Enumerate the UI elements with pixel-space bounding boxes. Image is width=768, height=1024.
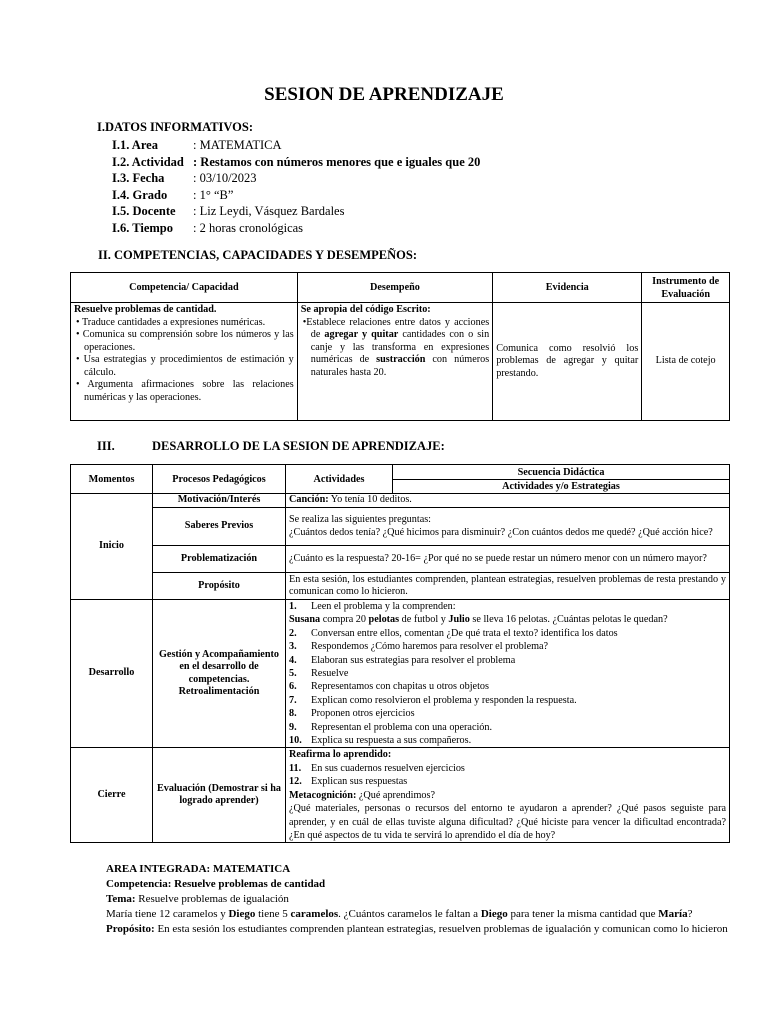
step-item: 8. Proponen otros ejercicios (289, 708, 415, 720)
desempeno-title: Se apropia del código Escrito: (300, 304, 431, 315)
competencia-cell (71, 303, 298, 421)
proceso-evaluacion: Evaluación (Demostrar si ha logrado aprender) (153, 748, 286, 843)
desempeno-text: •Establece relaciones entre datos y acciones de agregar y quitar cantidades con o sin canje y las transforma en expresiones numéricas de sustracción con números naturales hasta 20. (302, 316, 490, 378)
capacidad-item: • Usa estrategias y procedimientos de estimación y cálculo. (76, 354, 294, 378)
step-item: 12. Explican sus respuestas (289, 776, 408, 788)
step-item: 7. Explican como resolvieron el problema y responden la respuesta. (289, 694, 577, 706)
desarrollo-heading: DESARROLLO DE LA SESION DE APRENDIZAJE: (152, 439, 445, 453)
momento-inicio: Inicio (71, 494, 153, 600)
header-instrumento: Instrumento de Evaluación (642, 273, 730, 303)
capacidad-item: • Traduce cantidades a expresiones numéricas. (76, 316, 266, 328)
momento-cierre: Cierre (71, 748, 153, 843)
dato-key: I.5. Docente (112, 204, 176, 218)
dato-value: : Liz Leydi, Vásquez Bardales (193, 204, 345, 218)
step-item: 9. Representan el problema con una operación. (289, 721, 493, 733)
proceso-saberes: Saberes Previos (153, 508, 286, 546)
capacidad-item: • Comunica su comprensión sobre los números y las operaciones. (76, 329, 294, 353)
proceso-proposito: Propósito (153, 573, 286, 600)
dato-key: I.2. Actividad (112, 154, 184, 169)
header-actividades: Actividades (286, 465, 393, 494)
competencia-title: Resuelve problemas de cantidad. (74, 304, 217, 315)
dato-key: I.6. Tiempo (112, 220, 174, 235)
header-procesos: Procesos Pedagógicos (153, 465, 286, 494)
cierre-steps (289, 762, 726, 789)
step-item: 3. Respondemos ¿Cómo haremos para resolver el problema? (289, 641, 549, 653)
step-item: 2. Conversan entre ellos, comentan ¿De qué trata el texto? identifica los datos (289, 627, 618, 639)
desarrollo-steps (289, 627, 726, 748)
problematizacion-cell: ¿Cuánto es la respuesta? 20-16= ¿Por qué no se puede restar un número menor con un número mayor? (286, 546, 730, 573)
dato-value: : 2 horas cronológicas (193, 220, 304, 235)
sesion-table (70, 464, 730, 843)
header-competencia: Competencia/ Capacidad (71, 273, 298, 303)
area-title: AREA INTEGRADA: MATEMATICA (106, 863, 291, 875)
dato-value: : Restamos con números menores que e iguales que 20 (193, 154, 481, 169)
header-momentos: Momentos (71, 465, 153, 494)
step-item: 4. Elaboran sus estrategias para resolver el problema (289, 654, 516, 666)
step-item: 5. Resuelve (289, 668, 349, 680)
dato-value: : MATEMATICA (193, 138, 282, 152)
desarrollo-heading-number: III. (97, 439, 115, 453)
area-competencia: Competencia: Resuelve problemas de cantidad (106, 878, 326, 890)
competencias-table (70, 272, 730, 421)
desempeno-cell (297, 303, 492, 421)
step-item: 11. En sus cuadernos resuelven ejercicios (289, 762, 465, 774)
momento-desarrollo: Desarrollo (71, 600, 153, 748)
proceso-motivacion: Motivación/Interés (153, 494, 286, 508)
header-secuencia: Secuencia Didáctica (393, 465, 730, 480)
area-tema: Tema: Resuelve problemas de igualación (106, 893, 289, 905)
header-evidencia: Evidencia (493, 273, 642, 303)
motivacion-cell: Canción: Yo tenía 10 deditos. (286, 494, 730, 508)
competencias-heading: II. COMPETENCIAS, CAPACIDADES Y DESEMPEÑOS: (98, 248, 418, 262)
proceso-problematizacion: Problematización (153, 546, 286, 573)
saberes-cell: Se realiza las siguientes preguntas: ¿Cuántos dedos tenía? ¿Qué hicimos para disminuir? ¿Con cuántos dedos me quedé? ¿Qué acción hice? (286, 508, 730, 546)
area-proposito: Propósito: En esta sesión los estudiantes comprenden plantean estrategias, resuelven problemas de igualación y comunican como lo hicieron (106, 923, 728, 935)
proceso-gestion: Gestión y Acompañamiento en el desarrollo de competencias. Retroalimentación (153, 600, 286, 748)
header-desempeno: Desempeño (297, 273, 492, 303)
cierre-cell: Reafirma lo aprendido: 11. En sus cuadernos resuelven ejercicios 12. Explican sus respuestas Metacognición: ¿Qué aprendimos? ¿Qué materiales, personas o recursos del entorno te ayudaron a aprender? ¿Qué pasos seguiste para aprender, y en cuál de ellas tuviste alguna dificultad? ¿Qué hiciste para vencer la dificultad encontrada? ¿En qué aspectos de tu vida te servirá lo aprendido el día de hoy? (286, 748, 730, 843)
dato-value: : 1° “B” (193, 187, 234, 202)
problema-susana: Susana compra 20 pelotas de futbol y Julio se lleva 16 pelotas. ¿Cuántas pelotas le quedan? (289, 614, 668, 626)
instrumento-cell: Lista de cotejo (642, 303, 730, 421)
dato-key: I.3. Fecha (112, 171, 165, 185)
desarrollo-cell: 1. Leen el problema y la comprenden: Susana compra 20 pelotas de futbol y Julio se lleva 16 pelotas. ¿Cuántas pelotas le quedan? 2. Conversan entre ellos, comentan ¿De qué trata el texto? identifica los datos 3. Respondemos ¿Cómo haremos para resolver el problema? 4. Elaboran sus estrategias para resolver el problema 5. Resuelve 6. Representamos con chapitas u otros objetos 7. Explican como resolvieron el problema y responden la respuesta. 8. Proponen otros ejercicios 9. Representan el problema con una operación. 10. Explica su respuesta a sus compañeros. (286, 600, 730, 748)
evidencia-cell: Comunica como resolvió los problemas de agregar y quitar prestando. (493, 303, 642, 421)
proposito-cell: En esta sesión, los estudiantes comprenden, plantean estrategias, resuelven problemas de resta prestando y comunican como lo hicieron. (286, 573, 730, 600)
header-actividades-estrategias: Actividades y/o Estrategias (393, 480, 730, 494)
step-item: 10. Explica su respuesta a sus compañeros. (289, 735, 472, 747)
capacidades-list (74, 317, 294, 405)
dato-key: I.4. Grado (112, 187, 168, 202)
page-title: SESION DE APRENDIZAJE (264, 84, 504, 105)
dato-value: : 03/10/2023 (193, 171, 257, 185)
dato-key: I.1. Area (112, 138, 158, 152)
metacognicion-text: ¿Qué materiales, personas o recursos del entorno te ayudaron a aprender? ¿Qué pasos seguiste para aprender, y en cuál de ellas tuviste alguna dificultad? ¿Qué hiciste para vencer la dificultad encontrada? ¿En qué aspectos de tu vida te servirá lo aprendido el día de hoy? (289, 803, 726, 841)
datos-heading: I.DATOS INFORMATIVOS: (97, 120, 254, 134)
area-integrada (106, 862, 731, 937)
step-item: 6. Representamos con chapitas u otros objetos (289, 681, 489, 693)
capacidad-item: • Argumenta afirmaciones sobre las relaciones numéricas y las operaciones. (76, 379, 294, 403)
area-problema: María tiene 12 caramelos y Diego tiene 5 caramelos. ¿Cuántos caramelos le faltan a Diego para tener la misma cantidad que María? (106, 908, 693, 920)
